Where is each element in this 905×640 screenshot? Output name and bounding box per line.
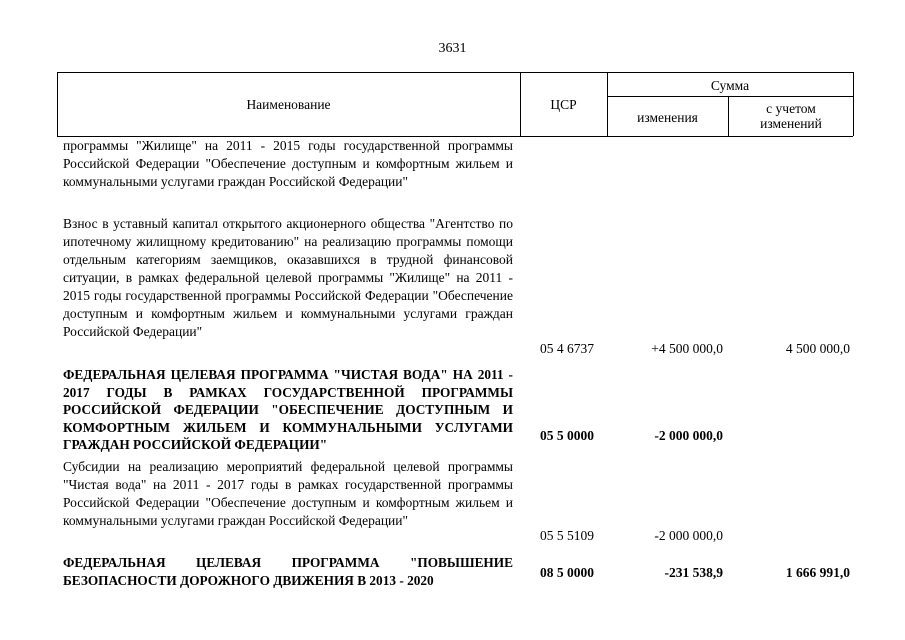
column-header-with-changes: с учетом изменений — [760, 101, 822, 131]
row-name: Субсидии на реализацию мероприятий федеральной целевой программы "Чистая вода" на 2011 - 2017 годы в рамках государственной программы Российской Федерации "Обеспечение доступным и комфортным жильем и коммунальными услугами граждан Российской Федерации" — [63, 459, 513, 528]
column-header-name: Наименование — [246, 97, 331, 112]
row-total: 4 500 000,0 — [785, 341, 850, 356]
row-name: ФЕДЕРАЛЬНАЯ ЦЕЛЕВАЯ ПРОГРАММА "ЧИСТАЯ ВОДА" НА 2011 - 2017 ГОДЫ В РАМКАХ ГОСУДАРСТВЕННОЙ ПРОГРАММЫ РОССИЙСКОЙ ФЕДЕРАЦИИ "ОБЕСПЕЧЕНИЕ ДОСТУПНЫМ И КОМФОРТНЫМ ЖИЛЬЕМ И КОММУНАЛЬНЫМИ УСЛУГАМИ ГРАЖДАН РОССИЙСКОЙ ФЕДЕРАЦИИ" — [63, 367, 513, 452]
row-change: +4 500 000,0 — [651, 341, 723, 356]
column-header-sum: Сумма — [710, 78, 750, 93]
row-csr: 08 5 0000 — [540, 565, 594, 580]
page-number: 3631 — [438, 41, 467, 56]
row-change: -2 000 000,0 — [654, 428, 723, 443]
row-total: 1 666 991,0 — [785, 565, 850, 580]
row-name: ФЕДЕРАЛЬНАЯ ЦЕЛЕВАЯ ПРОГРАММА "ПОВЫШЕНИЕ БЕЗОПАСНОСТИ ДОРОЖНОГО ДВИЖЕНИЯ В 2013 - 2020 — [63, 555, 513, 588]
header-right-border — [853, 72, 854, 136]
row-change: -2 000 000,0 — [654, 528, 723, 543]
sum-header-divider — [607, 96, 853, 97]
row-csr: 05 5 5109 — [540, 528, 594, 543]
column-header-change: изменения — [637, 110, 698, 125]
column-header-csr: ЦСР — [550, 97, 577, 112]
header-change-total-divider — [728, 96, 729, 136]
row-csr: 05 4 6737 — [540, 341, 594, 356]
row-csr: 05 5 0000 — [540, 428, 594, 443]
row-name: Взнос в уставный капитал открытого акционерного общества "Агентство по ипотечному жилищному кредитованию" на реализацию программы помощи отдельным категориям заемщиков, оказавшихся в трудной финансовой ситуации, в рамках федеральной целевой программы "Жилище" на 2011 - 2015 годы государственной программы Российской Федерации "Обеспечение доступным и комфортным жильем и коммунальными услугами граждан Российской Федерации" — [63, 216, 513, 339]
row-name: программы "Жилище" на 2011 - 2015 годы государственной программы Российской Федерации "Обеспечение доступным и комфортным жильем и коммунальными услугами граждан Российской Федерации" — [63, 138, 513, 189]
table-top-border — [57, 72, 853, 73]
row-change: -231 538,9 — [664, 565, 723, 580]
